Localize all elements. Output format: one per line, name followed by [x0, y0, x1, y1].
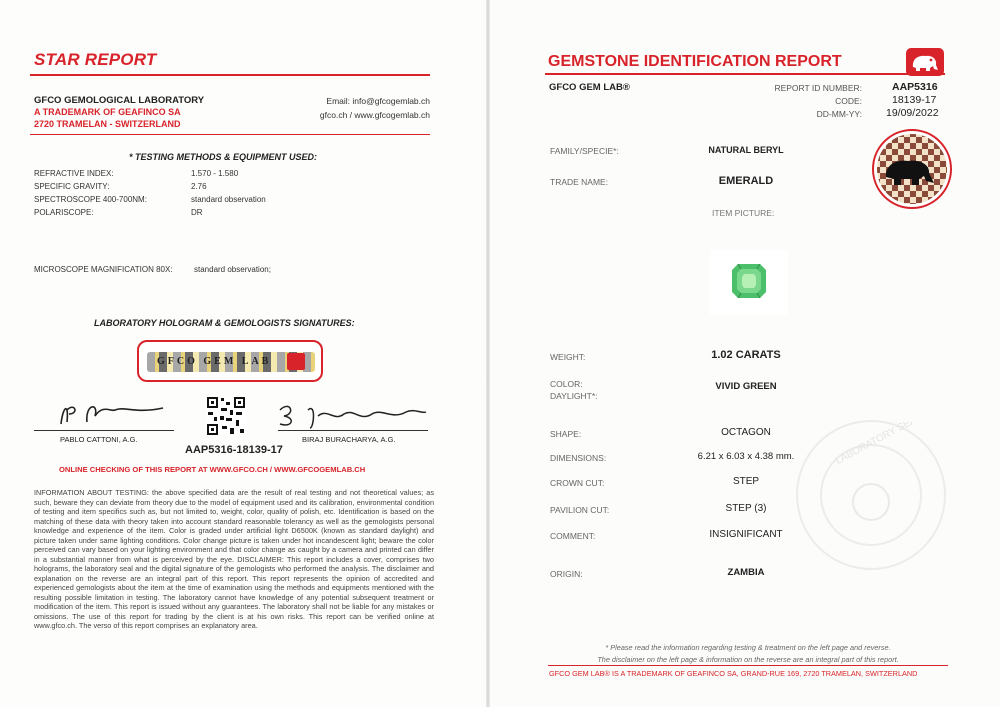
hologram-box: [137, 340, 323, 382]
date-label: DD-MM-YY:: [816, 109, 862, 119]
laboratory-seal-watermark: [796, 420, 946, 570]
signer-name: BIRAJ BURACHARYA, A.G.: [302, 435, 396, 444]
test-value: DR: [191, 208, 203, 217]
qr-code-icon: [206, 396, 246, 436]
trade-name-label: TRADE NAME:: [550, 177, 609, 187]
gfco-elephant-logo: [906, 48, 944, 76]
item-picture-label: ITEM PICTURE:: [712, 208, 775, 218]
test-value: 2.76: [191, 182, 207, 191]
test-label: SPECIFIC GRAVITY:: [34, 182, 110, 191]
information-disclaimer: INFORMATION ABOUT TESTING: the above specified data are the result of real testing and not theoretical values; as such, beware they can deviate from theory due to the model of equipment used and its calibration, environmental condition of testing and item specifics such as, but not limited to, weight, color, quality of polish, etc. Identification is based on the matching of these data with theory taken into account standard reasonable tolerancy as well as the gemologists personal knowledge and experience of the item. Color is graded under artificial light D6500K (known as standard daylight) and picture taken under same lighting conditions. Color change picture is taken under hot incandescent light; beware the color perceived can vary based on your lighting environment and that color change as caught by a camera and printed can differ in a substantial manner from what is perceived by the eye. DISCLAIMER: This report includes a cover, comprises two holograms, the laboratory seal and the digital signature of the gemologists who performed the analysis. The disclaimer and explanation on the reverse are an integral part of this report. This report represents the opinion of accredited and experienced gemologists about the item at the time of examination using the methods and equipments mentioned with the resulting possible limitation in testing. The laboratory cannot have knowledge of any potential subsequent treatment or modification of the item. This report is issued without any guarantees. The laboratory shall not be liable for any mistakes or omissions. The use of this report for trading by the client is at his own risks. This report can be verified online at www.gfco.ch. The verso of this report comprises an explanatory area.: [34, 488, 434, 630]
report-reference: AAP5316-18139-17: [185, 444, 283, 456]
lab-websites: gfco.ch / www.gfcogemlab.ch: [319, 110, 430, 120]
emerald-gem-photo: [710, 250, 788, 315]
footnote-read-info: * Please read the information regarding testing & treatment on the left page and reverse.: [605, 643, 891, 652]
hologram-text: GFCO GEM LAB: [157, 356, 272, 367]
origin-value: ZAMBIA: [727, 567, 765, 578]
test-label: SPECTROSCOPE 400-700NM:: [34, 195, 147, 204]
crown-cut-value: STEP: [732, 476, 760, 487]
right-title-rule: [545, 73, 945, 75]
header-rule: [30, 134, 430, 135]
color-value: VIVID GREEN: [715, 381, 777, 392]
gem-lab-name: GFCO GEM LAB®: [549, 82, 630, 93]
footer-trademark: GFCO GEM LAB® IS A TRADEMARK OF GEAFINCO SA, GRAND-RUE 169, 2720 TRAMELAN, SWITZERLAND: [549, 669, 918, 678]
weight-value: 1.02 CARATS: [711, 349, 781, 361]
code-label: CODE:: [835, 96, 862, 106]
test-label: POLARISCOPE:: [34, 208, 94, 217]
report-id-value: AAP5316: [892, 81, 938, 93]
star-report-title: STAR REPORT: [34, 50, 157, 69]
color-label: COLOR:: [550, 379, 583, 389]
signer-name: PABLO CATTONI, A.G.: [60, 435, 138, 444]
date-value: 19/09/2022: [886, 107, 939, 119]
code-value: 18139-17: [892, 94, 937, 106]
comment-label: COMMENT:: [550, 531, 596, 541]
watermark-text: LABORATORY SEAL: [833, 422, 924, 467]
color-daylight-label: DAYLIGHT*:: [550, 391, 598, 401]
signature-buracharya-icon: [274, 398, 434, 432]
signature-line: [34, 430, 174, 431]
hologram-red-badge: [287, 353, 305, 370]
report-id-label: REPORT ID NUMBER:: [774, 83, 862, 93]
lab-trademark: A TRADEMARK OF GEAFINCO SA: [34, 107, 181, 117]
weight-label: WEIGHT:: [550, 352, 586, 362]
seal-emblem-icon: [874, 131, 950, 207]
gemstone-report-title: GEMSTONE IDENTIFICATION REPORT: [548, 53, 842, 70]
shape-label: SHAPE:: [550, 429, 582, 439]
family-label: FAMILY/SPECIE*:: [550, 146, 619, 156]
family-value: NATURAL BERYL: [708, 145, 784, 155]
laboratory-seal-icon: [872, 129, 952, 209]
crown-cut-label: CROWN CUT:: [550, 478, 605, 488]
comment-value: INSIGNIFICANT: [709, 529, 783, 540]
elephant-logo-icon: [906, 48, 944, 76]
trade-name-value: EMERALD: [718, 175, 774, 187]
test-label: REFRACTIVE INDEX:: [34, 169, 114, 178]
pavilion-cut-label: PAVILION CUT:: [550, 505, 610, 515]
seal-watermark-icon: [798, 422, 944, 568]
microscope-label: MICROSCOPE MAGNIFICATION 80X:: [34, 265, 173, 274]
page-fold: [486, 0, 490, 707]
dimensions-value: 6.21 x 6.03 x 4.38 mm.: [697, 451, 795, 462]
test-value: standard observation: [191, 195, 266, 204]
lab-name: GFCO GEMOLOGICAL LABORATORY: [34, 95, 205, 106]
test-value: 1.570 - 1.580: [191, 169, 239, 178]
signature-cattoni-icon: [55, 396, 175, 430]
signature-line: [278, 430, 428, 431]
shape-value: OCTAGON: [721, 427, 771, 438]
origin-label: ORIGIN:: [550, 569, 583, 579]
gem-photo-frame: [710, 250, 788, 315]
dimensions-label: DIMENSIONS:: [550, 453, 607, 463]
title-rule: [30, 74, 430, 76]
pavilion-cut-value: STEP (3): [725, 503, 767, 514]
hologram-heading: LABORATORY HOLOGRAM & GEMOLOGISTS SIGNATURES:: [94, 318, 355, 328]
footer-rule: [548, 665, 948, 666]
microscope-value: standard observation;: [194, 265, 271, 274]
lab-address: 2720 TRAMELAN - SWITZERLAND: [34, 119, 181, 129]
online-check-link[interactable]: ONLINE CHECKING OF THIS REPORT AT WWW.GFCO.CH / WWW.GFCOGEMLAB.CH: [59, 465, 366, 474]
footnote-disclaimer: The disclaimer on the left page & information on the reverse are an integral part of this report.: [597, 655, 899, 664]
lab-email: Email: info@gfcogemlab.ch: [326, 96, 430, 106]
testing-heading: * TESTING METHODS & EQUIPMENT USED:: [129, 152, 318, 162]
